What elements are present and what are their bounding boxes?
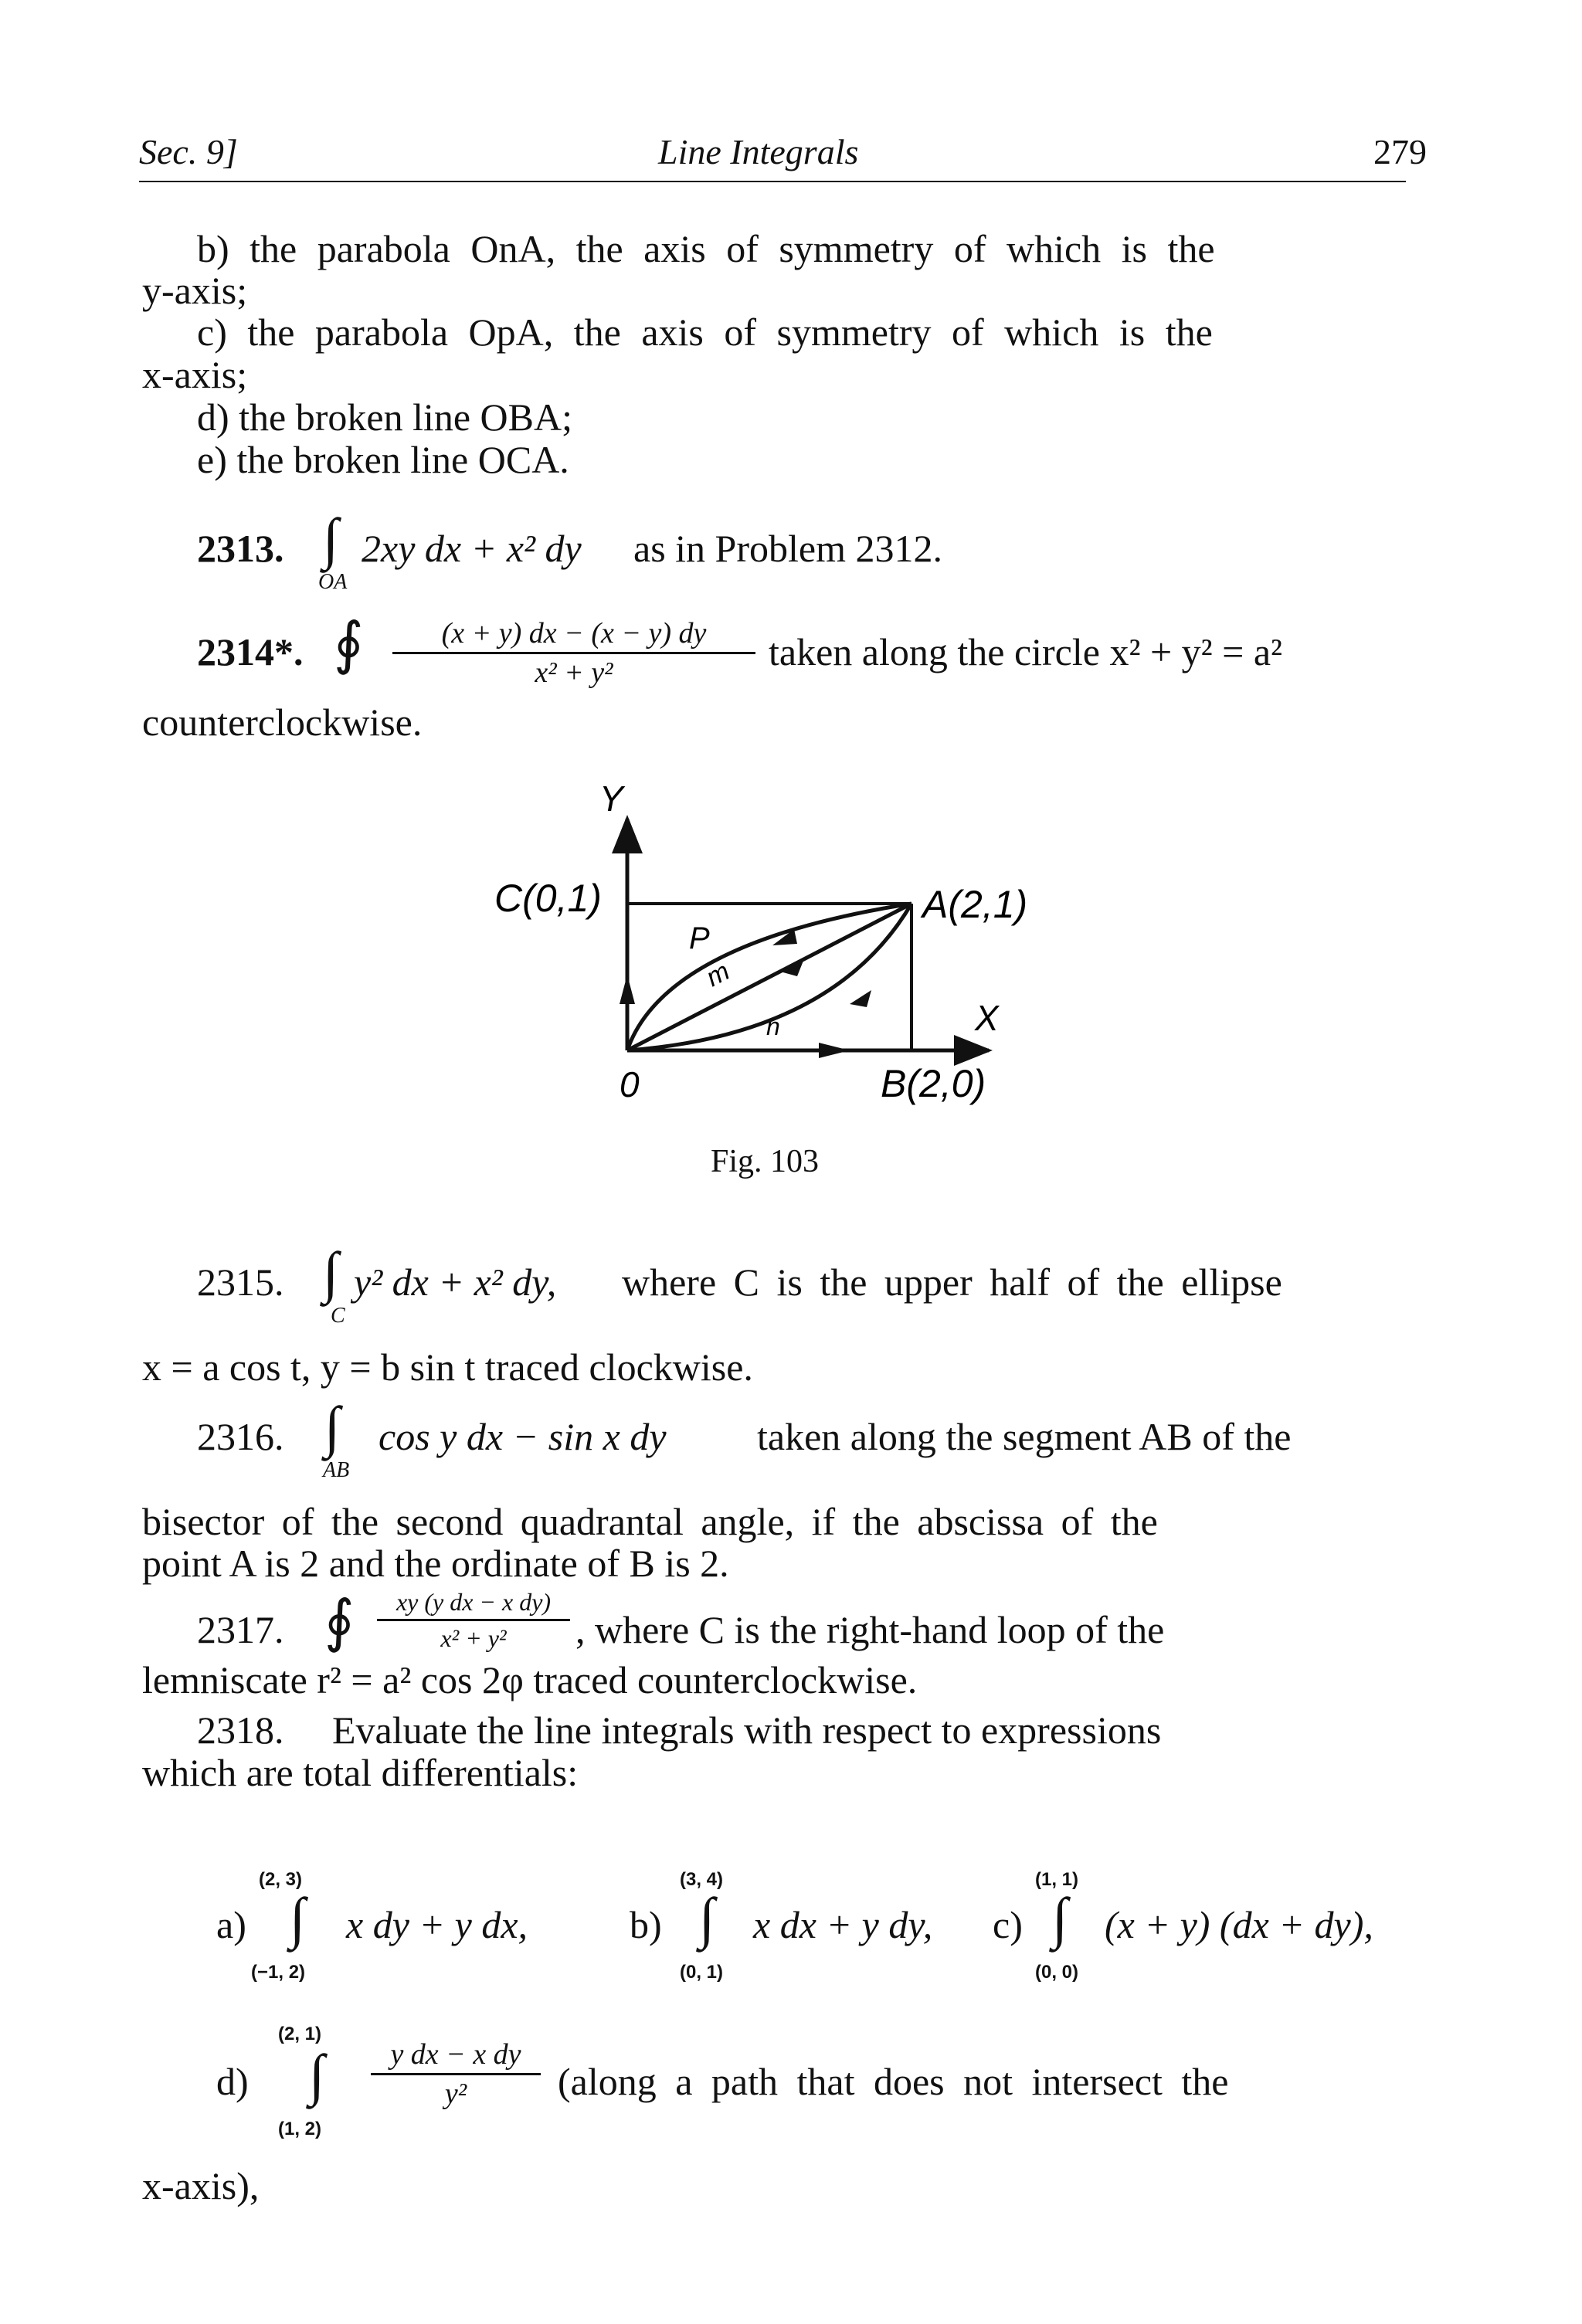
problem-2314-fraction [392,618,755,688]
part-a-expr: x dy + y dx, [346,1903,528,1946]
problem-2317-fraction [377,1588,570,1652]
figure-caption: Fig. 103 [711,1144,820,1179]
problem-2316-line3: point A is 2 and the ordinate of B is 2. [142,1542,729,1585]
fraction-denominator: x² + y² [535,656,613,689]
integral-sign-icon: ∫ [699,1887,715,1950]
part-d-lower: (1, 2) [278,2119,322,2139]
integral-sign-icon: ∫ [323,507,339,571]
part-a-lower: (−1, 2) [251,1962,306,1983]
problem-2315-expr: y² dx + x² dy, [354,1260,557,1304]
arrow-ob [819,1043,850,1058]
label-p: P [689,921,710,955]
problem-2313-sub: OA [318,570,348,594]
part-b-upper: (3, 4) [680,1869,724,1890]
label-origin: 0 [620,1064,640,1104]
part-a-label: a) [216,1903,246,1946]
part-a-upper: (2, 3) [259,1869,303,1890]
label-B: B(2,0) [881,1062,986,1105]
label-y-axis: Y [599,779,623,819]
problem-2315-line2: x = a cos t, y = b sin t traced clockwise. [142,1345,753,1389]
section-label: Sec. 9] [139,132,238,171]
fraction-bar [377,1619,570,1621]
integral-sign-icon: ∫ [1052,1887,1068,1950]
problem-2314-number: 2314*. [197,630,304,673]
problem-2317-number: 2317. [197,1608,284,1651]
problem-2314-text: taken along the circle x² + y² = a² [769,630,1283,673]
problem-2314-line2: counterclockwise. [142,701,423,744]
problem-2313-number: 2313. [197,527,284,570]
contour-integral-icon: ∮ [324,1590,355,1654]
integral-sign-icon: ∫ [309,2044,325,2107]
fraction-denominator: x² + y² [440,1624,507,1652]
item-e: e) the broken line OCA. [197,438,569,481]
problem-2316-number: 2316. [197,1415,284,1458]
fraction-numerator: (x + y) dx − (x − y) dy [441,617,707,650]
problem-2317-text: , where C is the right-hand loop of the [575,1608,1165,1651]
page-title: Line Integrals [658,132,859,171]
fraction-denominator: y² [444,2078,467,2110]
part-b-label: b) [630,1903,662,1946]
fraction-numerator: xy (y dx − x dy) [396,1588,552,1616]
part-d-line2: x-axis), [142,2164,260,2207]
part-c-label: c) [993,1903,1023,1946]
arrow-oc [620,975,635,1004]
item-c-line1: c) the parabola OpA, the axis of symmetry of which is the [197,310,1213,354]
part-b-expr: x dx + y dy, [753,1903,933,1946]
part-d-upper: (2, 1) [278,2024,322,2044]
label-n: n [766,1013,780,1040]
arrow-n [850,990,871,1007]
problem-2313-expr: 2xy dx + x² dy [362,527,582,570]
part-c-upper: (1, 1) [1035,1869,1079,1890]
label-m: m [701,956,735,993]
part-d-fraction [371,2039,541,2109]
part-b-lower: (0, 1) [680,1962,724,1983]
fraction-bar [392,652,755,654]
item-c-line2: x-axis; [142,353,248,396]
problem-2315-text: where C is the upper half of the ellipse [622,1260,1282,1304]
label-C: C(0,1) [494,877,602,920]
item-b-line2: y-axis; [142,269,248,312]
part-c-expr: (x + y) (dx + dy), [1105,1903,1373,1946]
problem-2313-text: as in Problem 2312. [633,527,942,570]
problem-2318-text: Evaluate the line integrals with respect to expressions [332,1708,1162,1752]
label-A: A(2,1) [922,883,1028,926]
item-b-line1: b) the parabola OnA, the axis of symmetry of which is the [197,227,1215,270]
problem-2315-sub: C [331,1304,345,1328]
problem-2317-line2: lemniscate r² = a² cos 2φ traced counterclockwise. [142,1658,918,1701]
integral-sign-icon: ∫ [290,1887,306,1950]
fraction-bar [371,2073,541,2075]
contour-integral-icon: ∮ [334,612,364,676]
problem-2318-number: 2318. [197,1708,284,1752]
problem-2318-line2: which are total differentials: [142,1751,579,1794]
problem-2315-number: 2315. [197,1260,284,1304]
label-x-axis: X [975,998,999,1038]
part-d-text: (along a path that does not intersect the [558,2060,1229,2103]
fraction-numerator: y dx − x dy [390,2038,521,2071]
problem-2316-text: taken along the segment AB of the [757,1415,1292,1458]
integral-sign-icon: ∫ [324,1396,341,1459]
problem-2316-sub: AB [323,1458,350,1482]
figure-103 [448,772,1081,1128]
header-rule [139,181,1406,182]
part-c-lower: (0, 0) [1035,1962,1079,1983]
problem-2316-expr: cos y dx − sin x dy [379,1415,667,1458]
page-number: 279 [1373,132,1427,171]
integral-sign-icon: ∫ [323,1241,339,1304]
part-d-label: d) [216,2060,249,2103]
problem-2316-line2: bisector of the second quadrantal angle, if the abscissa of the [142,1500,1158,1543]
item-d: d) the broken line OBA; [197,395,573,439]
